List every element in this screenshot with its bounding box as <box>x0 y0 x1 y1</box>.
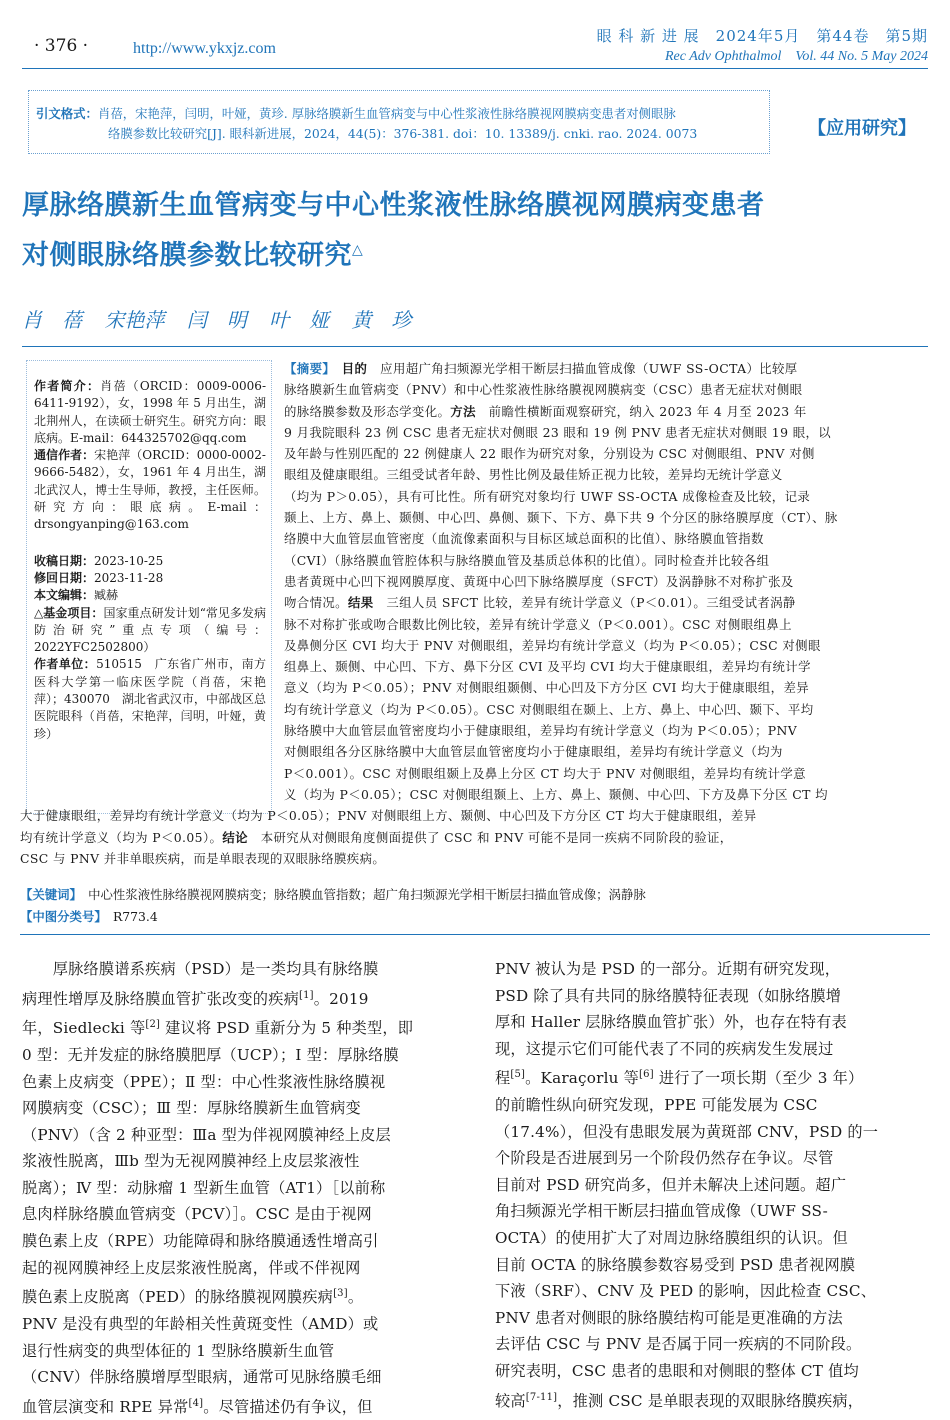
journal-url[interactable]: http://www.ykxjz.com <box>133 40 276 57</box>
body-line <box>495 1385 928 1415</box>
body-line <box>22 1148 455 1175</box>
body-text: 息肉样脉络膜血管病变（PCV）］。CSC 是由于视网 <box>22 1205 372 1224</box>
abstract-line: 患者黄斑中心凹下视网膜厚度、黄斑中心凹下脉络膜厚度（SFCT）及涡静脉不对称扩张及 <box>284 573 794 589</box>
body-text: 血管层演变和 RPE 异常 <box>22 1397 189 1416</box>
author-list <box>22 304 427 333</box>
body-line <box>22 1228 455 1255</box>
abstract-line: 的脉络膜参数及形态学变化。方法 前瞻性横断面观察研究，纳入 2023 年 4 月至 2023 年 <box>284 403 807 419</box>
body-line <box>495 1358 928 1385</box>
citation-line-2: 络膜参数比较研究[J]. 眼科新进展，2024，44(5)：376-381. doi：10. 13389/j. cnki. rao. 2024. 0073 <box>108 126 698 141</box>
body-line <box>22 1364 455 1391</box>
body-text: 退行性病变的典型体征的 1 型脉络膜新生血管 <box>22 1341 335 1360</box>
abstract <box>20 358 934 869</box>
corr-author-label: 通信作者： <box>34 448 95 463</box>
body-line <box>22 1042 455 1069</box>
body-text: 现，这提示它们可能代表了不同的疾病发生发展过 <box>495 1039 834 1058</box>
body-line <box>495 956 928 983</box>
author-name: 黄 珍 <box>351 308 412 332</box>
author-name: 叶 娅 <box>269 308 330 332</box>
citation-ref[interactable]: [7-11] <box>525 1391 558 1403</box>
body-text: 程 <box>495 1069 511 1088</box>
title-fund-mark: △ <box>352 242 364 258</box>
abstract-line: （CVI）（脉络膜血管腔体积与脉络膜血管及基质总体积的比值）。同时检查并比较各组 <box>284 552 770 568</box>
body-text: 膜色素上皮脱离（PED）的脉络膜视网膜疾病 <box>22 1288 334 1307</box>
body-line <box>22 1255 455 1282</box>
abstract-line: 及鼻侧分区 CVI 均大于 PNV 对侧眼组，差异均有统计学意义（均为 P＜0.05）；CSC 对侧眼 <box>284 637 821 653</box>
body-text: 0 型：无并发症的脉络膜肥厚（UCP）；Ⅰ 型：厚脉络膜 <box>22 1045 399 1064</box>
keywords <box>20 884 646 906</box>
body-text: 色素上皮病变（PPE）；Ⅱ 型：中心性浆液性脉络膜视 <box>22 1072 386 1091</box>
body-line <box>22 1311 455 1338</box>
body-line <box>22 1201 455 1228</box>
body-text: （PNV）（含 2 种亚型：Ⅲa 型为伴视网膜神经上皮层 <box>22 1125 391 1144</box>
abstract-line: 及年龄与性别匹配的 22 例健康人 22 眼作为研究对象，分别设为 CSC 对侧眼组、PNV 对侧 <box>284 446 815 462</box>
revised-label: 修回日期： <box>34 570 95 585</box>
body-line <box>495 1198 928 1225</box>
body-line <box>495 1225 928 1252</box>
abstract-line: 义（均为 P＜0.05）；CSC 对侧眼组颞上、上方、鼻上、颞侧、中心凹、下方及鼻下分区 CT 均 <box>284 786 828 802</box>
body-line <box>495 1145 928 1172</box>
keywords-text: 中心性浆液性脉络膜视网膜病变；脉络膜血管指数；超广角扫频源光学相干断层扫描血管成像；涡静脉 <box>88 887 646 902</box>
journal-name-en: Rec Adv Ophthalmol Vol. 44 No. 5 May 2024 <box>665 49 928 64</box>
citation-ref[interactable]: [4] <box>188 1397 204 1409</box>
revised-date: 2023-11-28 <box>94 570 164 585</box>
body-text: 去评估 CSC 与 PNV 是否属于同一疾病的不同阶段。 <box>495 1335 862 1354</box>
editor-label: 本文编辑： <box>34 588 95 603</box>
page-number: · 376 · <box>34 36 89 56</box>
abstract-line: 9 月我院眼科 23 例 CSC 患者无症状对侧眼 23 眼和 19 例 PNV 患者无症状对侧眼 19 眼，以 <box>284 424 832 440</box>
body-text: 角扫频源光学相干断层扫描血管成像（UWF SS- <box>495 1202 828 1221</box>
citation-ref[interactable]: [1] <box>298 989 314 1001</box>
body-line <box>495 1278 928 1305</box>
body-line <box>22 1069 455 1096</box>
body-text: 个阶段是否进展到另一个阶段仍然存在争议。尽管 <box>495 1149 834 1168</box>
body-text: PSD 除了具有共同的脉络膜特征表现（如脉络膜增 <box>495 986 842 1005</box>
body-line <box>22 1095 455 1122</box>
body-text: PNV 是没有典型的年龄相关性黄斑变性（AMD）或 <box>22 1314 379 1333</box>
body-text: 厚和 Haller 层脉络膜血管扩张）外，也存在特有表 <box>495 1013 847 1032</box>
body-line <box>495 1172 928 1199</box>
title-line-2: 对侧眼脉络膜参数比较研究 <box>22 240 352 271</box>
body-line <box>22 983 455 1013</box>
body-text: 进行了一项长期（至少 3 年） <box>653 1069 864 1088</box>
body-text: PNV 被认为是 PSD 的一部分。近期有研究发现， <box>495 960 841 978</box>
body-text: 目前对 PSD 研究尚多，但并未解决上述问题。超广 <box>495 1175 847 1194</box>
title-line-1: 厚脉络膜新生血管病变与中心性浆液性脉络膜视网膜病变患者 <box>22 190 765 221</box>
abstract-line: 脉络膜中大血管层血管密度均小于健康眼组，差异均有统计学意义（均为 P＜0.05）；PNV <box>284 723 798 739</box>
received-label: 收稿日期： <box>34 553 95 568</box>
body-text: 。2019 <box>313 989 369 1008</box>
header-rule <box>22 68 928 69</box>
body-text: 膜色素上皮（RPE）功能障碍和脉络膜通透性增高引 <box>22 1232 379 1251</box>
body-text: 网膜病变（CSC）；Ⅲ 型：厚脉络膜新生血管病变 <box>22 1099 361 1118</box>
abstract-line: 大于健康眼组，差异均有统计学意义（均为 P＜0.05）；PNV 对侧眼组上方、颞侧、中心凹及下方分区 CT 均大于健康眼组，差异 <box>20 808 757 824</box>
body-line <box>22 1338 455 1365</box>
abstract-line: 意义（均为 P＜0.05）；PNV 对侧眼组颞侧、中心凹及下方分区 CVI 均大于健康眼组，差异 <box>284 680 810 696</box>
body-text: （17.4%），但没有患眼发展为黄斑部 CNV，PSD 的一 <box>495 1122 879 1141</box>
body-text: PNV 患者对侧眼的脉络膜结构可能是更准确的方法 <box>495 1308 843 1327</box>
unit-label: 作者单位： <box>34 657 97 672</box>
author-name: 宋艳萍 <box>104 308 165 332</box>
body-line <box>22 1175 455 1202</box>
body-text: 起的视网膜神经上皮层浆液性脱离，伴或不伴视网 <box>22 1258 361 1277</box>
citation-label: 引文格式： <box>36 106 98 121</box>
body-text: 研究表明，CSC 患者的患眼和对侧眼的整体 CT 值均 <box>495 1361 859 1380</box>
body-line <box>495 1305 928 1332</box>
body-text: 目前 OCTA 的脉络膜参数容易受到 PSD 患者视网膜 <box>495 1255 856 1274</box>
body-text: 浆液性脱离，Ⅲb 型为无视网膜神经上皮层浆液性 <box>22 1152 360 1171</box>
classification-code: R773.4 <box>112 909 158 924</box>
abstract-line: 眼组及健康眼组。三组受试者年龄、男性比例及最佳矫正视力比较，差异均无统计学意义 <box>284 467 783 483</box>
body-line <box>22 1012 455 1042</box>
citation-ref[interactable]: [5] <box>510 1069 526 1081</box>
body-line <box>495 1119 928 1146</box>
abstract-line: 均有统计学意义（均为 P＜0.05）。结论 本研究从对侧眼角度侧面提供了 CSC 和 PNV 可能不是同一疾病不同阶段的验证， <box>20 829 733 845</box>
body-line <box>22 1122 455 1149</box>
abstract-line: P＜0.001）。CSC 对侧眼组颞上及鼻上分区 CT 均大于 PNV 对侧眼组，差异均有统计学意 <box>284 765 806 781</box>
body-text: 建议将 PSD 重新分为 5 种类型，即 <box>160 1019 414 1038</box>
citation-ref[interactable]: [6] <box>639 1069 654 1081</box>
classification <box>20 906 158 928</box>
body-line <box>495 1092 928 1119</box>
body-text: OCTA）的使用扩大了对周边脉络膜组织的认识。但 <box>495 1229 848 1247</box>
corr-author: 宋艳萍（ORCID：0000-0002-9666-5482），女，1961 年 4 月出生，湖北武汉人，博士生导师，教授，主任医师。研究方向：眼底病。E-mail：drsongyanping@163.com <box>34 448 266 532</box>
editor: 臧赫 <box>94 588 119 603</box>
classification-label: 【中图分类号】 <box>20 909 101 924</box>
fund-label: △基金项目： <box>34 605 104 620</box>
title-rule <box>22 346 928 347</box>
abstract-label: 【摘要】 <box>284 361 329 376</box>
journal-name-cn: 眼 科 新 进 展 2024年5月 第44卷 第5期 <box>596 27 928 45</box>
keywords-label: 【关键词】 <box>20 887 76 902</box>
body-text: 。Karaçorlu 等 <box>525 1069 640 1088</box>
author-intro-label: 作者简介： <box>34 379 101 393</box>
body-text: 。 <box>347 1288 364 1307</box>
citation-ref[interactable]: [3] <box>333 1288 348 1300</box>
abstract-line: （均为 P＞0.05），具有可比性。所有研究对象均行 UWF SS-OCTA 成像检查及比较，记录 <box>284 488 811 504</box>
abstract-line: 对侧眼组各分区脉络膜中大血管层血管密度均小于健康眼组，差异均有统计学意义（均为 <box>284 744 783 760</box>
abstract-line: 组鼻上、颞侧、中心凹、下方、鼻下分区 CVI 及平均 CVI 均大于健康眼组，差异均有统计学 <box>284 659 811 675</box>
body-text: ，推测 CSC 是单眼表现的双眼脉络膜疾病， <box>557 1391 864 1410</box>
citation-line-1: 肖蓓，宋艳萍，闫明，叶娅，黄珍. 厚脉络膜新生血管病变与中心性浆液性脉络膜视网膜病变患者对侧眼脉 <box>97 106 676 121</box>
body-line <box>22 1391 455 1420</box>
section-tag: 【应用研究】 <box>808 118 916 139</box>
body-line <box>22 1281 455 1311</box>
body-text: 脱离）；Ⅳ 型：动脉瘤 1 型新生血管（AT1）［以前称 <box>22 1178 386 1197</box>
abstract-line: 均有统计学意义（均为 P＜0.05）。CSC 对侧眼组在颞上、上方、鼻上、中心凹、颞下、平均 <box>284 701 814 717</box>
body-column-right <box>495 956 928 1414</box>
body-line <box>495 1331 928 1358</box>
abstract-line: 【摘要】 目的 应用超广角扫频源光学相干断层扫描血管成像（UWF SS-OCTA）比较厚 <box>284 361 798 376</box>
body-line <box>495 1009 928 1036</box>
author-name: 肖 蓓 <box>22 308 82 332</box>
body-line <box>495 1062 928 1092</box>
body-text: 病理性增厚及脉络膜血管扩张改变的疾病 <box>22 989 299 1008</box>
affiliation: 510515 广东省广州市，南方医科大学第一临床医学院（肖蓓，宋艳萍）；430070 湖北省武汉市，中部战区总医院眼科（肖蓓，宋艳萍，闫明，叶娅，黄珍） <box>34 657 266 741</box>
citation <box>36 104 766 144</box>
abstract-line: 颞上、上方、鼻上、颞侧、中心凹、鼻侧、颞下、下方、鼻下共 9 个分区的脉络膜厚度（CT）、脉 <box>284 510 838 526</box>
author-intro: 肖蓓（ORCID：0009-0006-6411-9192），女，1998 年 5 月出生，湖北荆州人，在读硕士研究生。研究方向：眼底病。E-mail：644325702@qq.com <box>34 379 266 445</box>
received-date: 2023-10-25 <box>94 553 164 568</box>
body-line <box>495 983 928 1010</box>
citation-ref[interactable]: [2] <box>145 1019 161 1031</box>
abstract-line: 脉不对称扩张或吻合眼数比例比较，差异有统计学意义（P＜0.001）。CSC 对侧眼组鼻上 <box>284 616 792 632</box>
abstract-line: 脉络膜新生血管病变（PNV）和中心性浆液性脉络膜视网膜病变（CSC）患者无症状对侧眼 <box>284 382 803 398</box>
fund: 国家重点研发计划“常见多发病防治研究”重点专项（编号：2022YFC2502800） <box>34 605 267 655</box>
abstract-rule <box>20 934 930 935</box>
body-line <box>495 1252 928 1279</box>
body-line <box>22 956 455 983</box>
body-line <box>495 1036 928 1063</box>
abstract-line: 络膜中大血管层血管密度（血流像素面积与目标区域总面积的比值）、脉络膜血管指数 <box>284 531 764 547</box>
body-text: 。尽管描述仍有争议，但 <box>203 1397 373 1416</box>
body-text: 年，Siedlecki 等 <box>22 1019 146 1038</box>
body-text: （CNV）伴脉络膜增厚型眼病，通常可见脉络膜毛细 <box>22 1368 382 1387</box>
article-title <box>22 184 932 278</box>
body-text: 厚脉络膜谱系疾病（PSD）是一类均具有脉络膜 <box>22 960 379 978</box>
body-text: 较高 <box>495 1391 526 1410</box>
body-text: 下液（SRF）、CNV 及 PED 的影响，因此检查 CSC、 <box>495 1282 877 1301</box>
abstract-line: CSC 与 PNV 并非单眼疾病，而是单眼表现的双眼脉络膜疾病。 <box>20 850 386 866</box>
body-text: 的前瞻性纵向研究发现，PPE 可能发展为 CSC <box>495 1096 818 1115</box>
author-name: 闫 明 <box>186 308 247 332</box>
abstract-line: 吻合情况。结果 三组人员 SFCT 比较，差异有统计学意义（P＜0.01）。三组受试者涡静 <box>284 595 796 611</box>
body-column-left <box>22 956 455 1420</box>
